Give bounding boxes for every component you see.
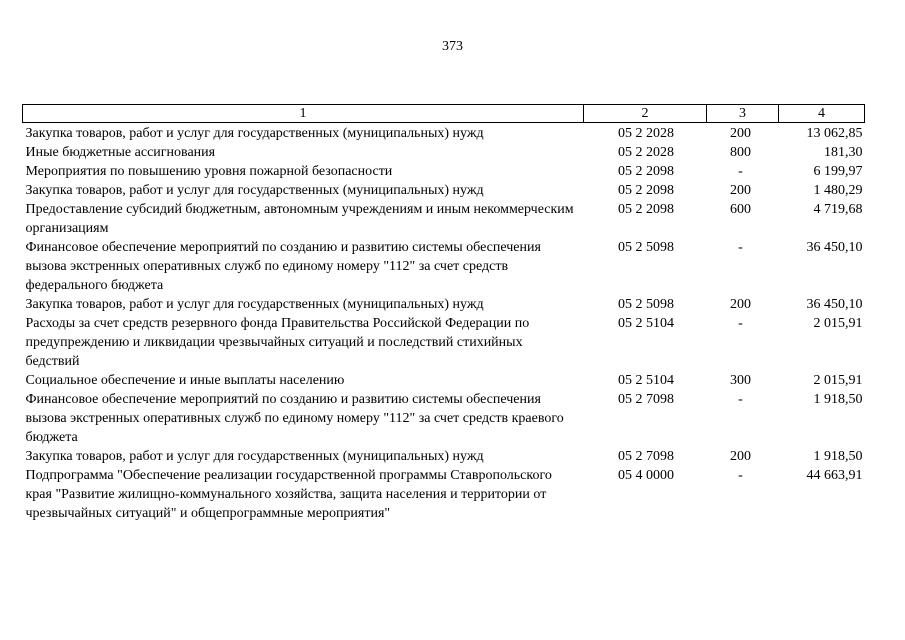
row-code: 05 2 5104	[618, 316, 674, 331]
table-row	[23, 295, 865, 314]
row-expense-type: 200	[730, 297, 751, 312]
table-row	[23, 143, 865, 162]
row-name: Закупка товаров, работ и услуг для государственных (муниципальных) нужд	[25, 449, 484, 464]
column-header-name: 1	[23, 105, 584, 123]
row-expense-type: -	[738, 468, 743, 483]
row-sum: 1 480,29	[813, 183, 863, 198]
row-code: 05 2 5104	[618, 373, 674, 388]
row-expense-type: 200	[730, 126, 751, 141]
row-name: Закупка товаров, работ и услуг для государственных (муниципальных) нужд	[25, 126, 484, 141]
row-sum: 2 015,91	[813, 316, 863, 331]
row-code: 05 2 7098	[618, 392, 674, 407]
row-code: 05 2 2028	[618, 145, 674, 160]
table-header-row	[23, 105, 865, 123]
table-row	[23, 314, 865, 371]
row-name: Иные бюджетные ассигнования	[25, 145, 216, 160]
row-code: 05 2 2098	[618, 202, 674, 217]
row-sum: 13 062,85	[806, 126, 863, 141]
row-sum: 6 199,97	[813, 164, 863, 179]
row-code: 05 2 2028	[618, 126, 674, 141]
column-header-code: 2	[584, 105, 707, 123]
table-row	[23, 162, 865, 181]
row-name: Социальное обеспечение и иные выплаты населению	[25, 373, 345, 388]
column-header-type: 3	[707, 105, 779, 123]
table-row	[23, 238, 865, 295]
row-name: Финансовое обеспечение мероприятий по созданию и развитию системы обеспечения вызова экстренных оперативных служб по единому номеру "112" за счет средств краевого бюджета	[25, 392, 564, 445]
row-name: Закупка товаров, работ и услуг для государственных (муниципальных) нужд	[25, 297, 484, 312]
table-row	[23, 466, 865, 523]
row-expense-type: -	[738, 316, 743, 331]
row-code: 05 2 5098	[618, 240, 674, 255]
row-code: 05 2 5098	[618, 297, 674, 312]
table-row	[23, 123, 865, 144]
row-name: Расходы за счет средств резервного фонда Правительства Российской Федерации по предупреждению и ликвидации чрезвычайных ситуаций и последствий стихийных бедствий	[25, 316, 530, 369]
row-name: Мероприятия по повышению уровня пожарной безопасности	[25, 164, 393, 179]
row-expense-type: -	[738, 392, 743, 407]
row-expense-type: -	[738, 164, 743, 179]
row-sum: 36 450,10	[806, 240, 863, 255]
row-expense-type: 200	[730, 183, 751, 198]
column-header-sum: 4	[779, 105, 865, 123]
row-name: Подпрограмма "Обеспечение реализации государственной программы Ставропольского края "Развитие жилищно-коммунального хозяйства, защита населения и территории от чрезвычайных ситуаций" и общепрограммные мероприятия"	[25, 468, 552, 521]
row-sum: 4 719,68	[813, 202, 863, 217]
row-code: 05 2 7098	[618, 449, 674, 464]
table-row	[23, 181, 865, 200]
table-row	[23, 200, 865, 238]
row-code: 05 2 2098	[618, 164, 674, 179]
row-name: Предоставление субсидий бюджетным, автономным учреждениям и иным некоммерческим организациям	[25, 202, 574, 236]
table-row	[23, 390, 865, 447]
row-sum: 1 918,50	[813, 449, 863, 464]
row-expense-type: 600	[730, 202, 751, 217]
row-sum: 1 918,50	[813, 392, 863, 407]
page-number: 373	[442, 39, 463, 54]
row-expense-type: 200	[730, 449, 751, 464]
row-code: 05 4 0000	[618, 468, 674, 483]
row-sum: 181,30	[824, 145, 863, 160]
row-expense-type: 300	[730, 373, 751, 388]
table-row	[23, 371, 865, 390]
row-code: 05 2 2098	[618, 183, 674, 198]
row-expense-type: 800	[730, 145, 751, 160]
row-name: Финансовое обеспечение мероприятий по созданию и развитию системы обеспечения вызова экстренных оперативных служб по единому номеру "112" за счет средств федерального бюджета	[25, 240, 541, 293]
row-sum: 44 663,91	[806, 468, 863, 483]
table-row	[23, 447, 865, 466]
budget-table	[22, 104, 865, 523]
row-sum: 2 015,91	[813, 373, 863, 388]
row-sum: 36 450,10	[806, 297, 863, 312]
row-name: Закупка товаров, работ и услуг для государственных (муниципальных) нужд	[25, 183, 484, 198]
row-expense-type: -	[738, 240, 743, 255]
